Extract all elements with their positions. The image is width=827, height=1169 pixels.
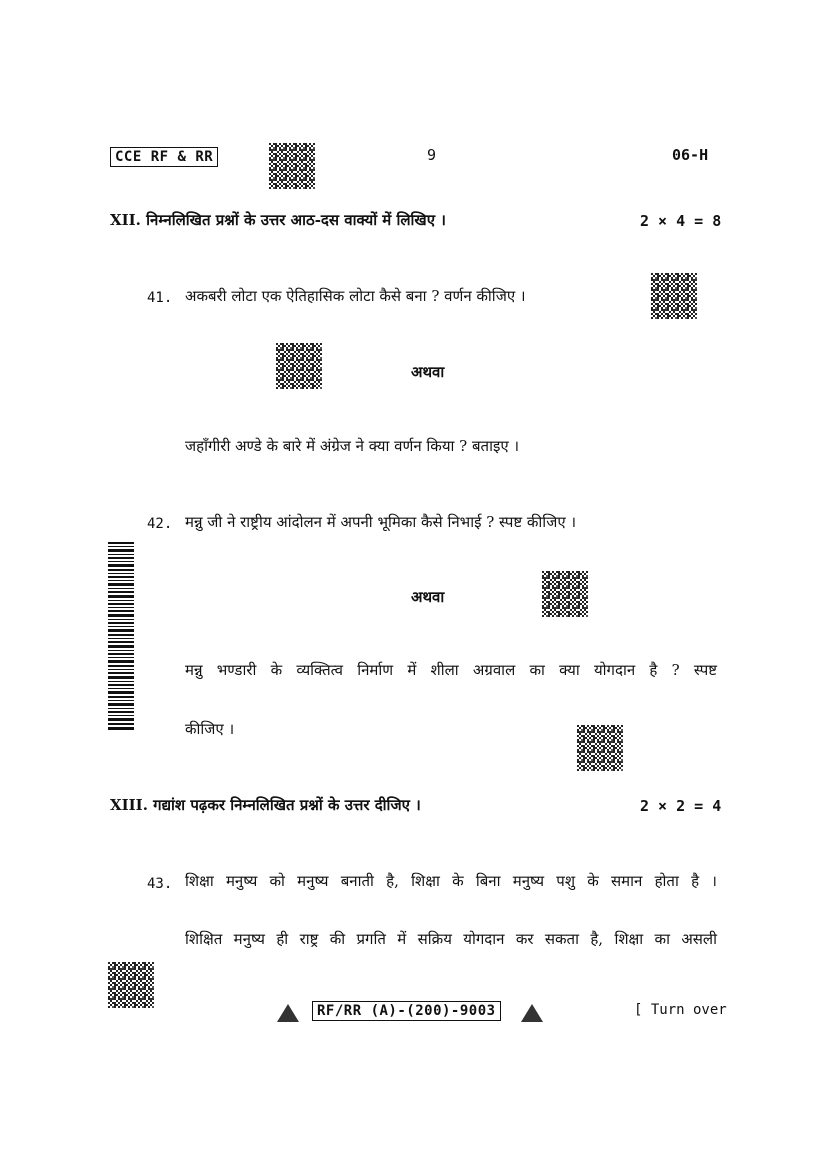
section-marks: 2 × 4 = 8 — [640, 212, 722, 230]
section-xii-header — [110, 210, 446, 230]
paper-code: 06-H — [672, 146, 709, 164]
question-number: 42. — [147, 516, 173, 532]
question-number: 43. — [147, 876, 173, 892]
qr-code-icon — [108, 962, 154, 1008]
paper-id-box: RF/RR (A)-(200)-9003 — [312, 1001, 501, 1021]
triangle-icon — [521, 1004, 543, 1022]
section-xiii-header — [110, 795, 421, 815]
triangle-icon — [277, 1004, 299, 1022]
barcode-icon — [108, 542, 134, 730]
qr-code-icon — [269, 143, 315, 189]
passage-line: शिक्षित मनुष्य ही राष्ट्र की प्रगति में सक्रिय योगदान कर सकता है, शिक्षा का असली — [185, 930, 717, 948]
alternate-question-text: मन्नु भण्डारी के व्यक्तित्व निर्माण में शीला अग्रवाल का क्या योगदान है ? स्पष्ट — [185, 661, 717, 679]
section-marks: 2 × 2 = 4 — [640, 797, 722, 815]
section-instruction: गद्यांश पढ़कर निम्नलिखित प्रश्नों के उत्तर दीजिए । — [153, 796, 421, 814]
section-numeral: XII. — [110, 211, 141, 229]
qr-code-icon — [276, 343, 322, 389]
or-label: अथवा — [411, 363, 445, 381]
qr-code-icon — [542, 571, 588, 617]
qr-code-icon — [577, 725, 623, 771]
header-code-box: CCE RF & RR — [110, 147, 218, 167]
alternate-question-text-cont: कीजिए । — [185, 720, 235, 738]
page-number: 9 — [427, 146, 437, 164]
turn-over-note: [ Turn over — [634, 1002, 727, 1018]
section-instruction: निम्नलिखित प्रश्नों के उत्तर आठ-दस वाक्यों में लिखिए । — [146, 211, 446, 229]
alternate-question-text: जहाँगीरी अण्डे के बारे में अंग्रेज ने क्या वर्णन किया ? बताइए । — [185, 437, 520, 455]
passage-line: शिक्षा मनुष्य को मनुष्य बनाती है, शिक्षा के बिना मनुष्य पशु के समान होता है । — [185, 872, 717, 890]
or-label: अथवा — [411, 588, 445, 606]
qr-code-icon — [651, 273, 697, 319]
question-number: 41. — [147, 290, 173, 306]
question-text: मन्नु जी ने राष्ट्रीय आंदोलन में अपनी भूमिका कैसे निभाई ? स्पष्ट कीजिए । — [185, 513, 577, 531]
question-text: अकबरी लोटा एक ऐतिहासिक लोटा कैसे बना ? वर्णन कीजिए । — [185, 287, 526, 305]
section-numeral: XIII. — [110, 796, 148, 814]
